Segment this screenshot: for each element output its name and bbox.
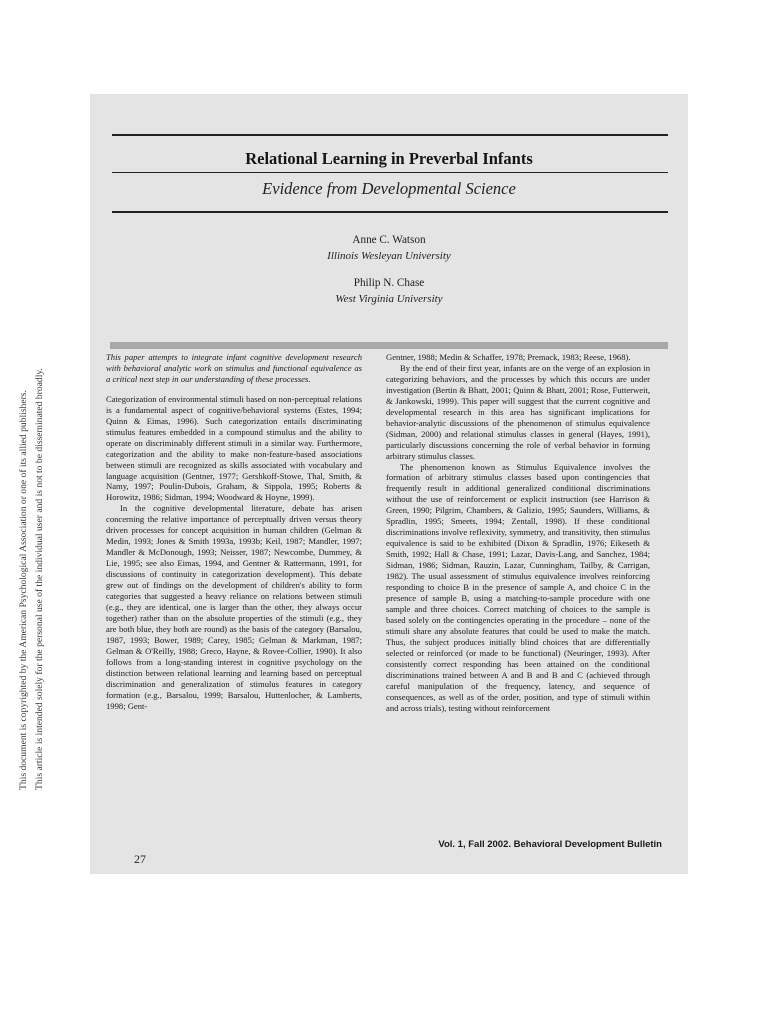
body-paragraph: By the end of their first year, infants are on the verge of an explosion in categorizing behaviors, and the processes by which this occurs are under investigation (Bertin & Bhatt, 2001; Quinn & Bhatt, 2001; Rose, Futterweit, & Jankowski, 1999). This paper will suggest that the current cognitive and developmental research in this area has significant implications for behavior-analytic discussions of the phenomenon of stimulus equivalence (Sidman, 2000) and relational stimulus classes in general (Hayes, 1991), particularly discussions concerning the role of verbal behavior in forming arbitrary stimulus classes. xyxy=(386,362,650,461)
left-column xyxy=(106,352,362,712)
article-title: Relational Learning in Preverbal Infants xyxy=(245,149,533,168)
author-affiliation: Illinois Wesleyan University xyxy=(327,250,451,262)
journal-footer: Vol. 1, Fall 2002. Behavioral Development Bulletin xyxy=(438,839,662,850)
body-paragraph: In the cognitive developmental literature, debate has arisen concerning the relative importance of perceptually driven versus theory driven processes for concept acquisition in human children (Gelman & Medin, 1993; Jones & Smith 1993a, 1993b; Keil, 1987; Mandler, 1997; Mandler & McDonough, 1993; Neisser, 1987; Newcombe, Dummey, & Lie, 1995; see also Eimas, 1994, and Gentner & Rattermann, 1991, for discussions of continuity in categorization development). This debate grew out of findings on the development of children's ability to form categories that suggested a heavy reliance on relations between stimuli (e.g., they are identical, one is larger than the other, they always occur together) rather than on the absolute properties of the stimuli (e.g., they are both blue, they both are round) as the basis of the category (Barsalou, 1987, 1993; Bower, 1989; Carey, 1985; Gelman & Markman, 1987; Gelman & O'Reilly, 1988; Greco, Hayne, & Rovee-Collier, 1990). It also follows from a long-standing interest in cognitive psychology on the distinction between relational learning and learning based on perceptual discrimination and generalization of stimulus features in category formation (e.g., Barsalou, 1999; Barsalou, Huttenlocher, & Lamberts, 1998; Gent- xyxy=(106,503,362,711)
body-paragraph: Gentner, 1988; Medin & Schaffer, 1978; Premack, 1983; Reese, 1968). xyxy=(386,352,631,362)
author-name: Philip N. Chase xyxy=(353,277,425,289)
top-rule xyxy=(112,134,668,136)
author-affiliation: West Virginia University xyxy=(335,293,443,305)
copyright-notice-line-1: This document is copyrighted by the American Psychological Association or one of its allied publishers. xyxy=(18,390,29,790)
copyright-notice xyxy=(14,0,56,1024)
title-rule xyxy=(112,172,668,173)
article-subtitle: Evidence from Developmental Science xyxy=(262,179,516,198)
scanned-page xyxy=(90,94,688,874)
subtitle-rule xyxy=(112,211,668,213)
body-paragraph: Categorization of environmental stimuli based on non-perceptual relations is a fundamental aspect of cognitive/behavioral systems (Estes, 1994; Quinn & Eimas, 1996). Such categorization entails discriminating stimulus features embedded in a compound stimulus and the ability to operate on discriminably different stimuli in a similar way. Furthermore, categorization and the ability to make non-feature-based associations between stimuli are recognized as skills associated with vocabulary and language acquisition (Gentner, 1977; Gershkoff-Stowe, Thal, Smith, & Namy, 1997; Poulin-Dubois, Graham, & Sippola, 1995; Roberts & Horowitz, 1986; Sidman, 1994; Woodward & Hoyne, 1999). xyxy=(106,393,362,503)
page-number: 27 xyxy=(134,852,146,866)
copyright-notice-line-2: This article is intended solely for the personal use of the individual user and is not to be disseminated broadly. xyxy=(34,368,45,790)
right-column xyxy=(386,352,650,713)
header-divider-band xyxy=(110,342,668,349)
body-paragraph: The phenomenon known as Stimulus Equivalence involves the formation of arbitrary stimulus classes based upon contingencies that frequently result in additional generalized conditional discriminations without the use of reinforcement or explicit instruction (see Harrison & Green, 1990; Pilgrim, Chambers, & Galizio, 1995; Saunders, Williams, & Spradlin, 1995; Smeets, 1994; Zentall, 1998). If these conditional discriminations involve reflexivity, symmetry, and transitivity, then stimulus equivalence is said to be exhibited (Dixon & Spradlin, 1976; Eikeseth & Smith, 1992; Hall & Chase, 1991; Lazar, Davis-Lang, and Sanchez, 1984; Sidman, 1986; Sidman, Rauzin, Lazar, Cunningham, Tailby, & Carrigan, 1982). The usual assessment of stimulus equivalence involves reinforcing responding to choice B in the presence of sample A, and choice C in the presence of sample B, using a matching-to-sample procedure with one sample and three choices. Correct matching of choices to the sample is based solely on the contingencies operating in the procedure – none of the stimuli share any absolute features that could be used to make the match. Thus, the subject produces initially blind choices that are differentially selected or reinforced (or made to be functional) (Neuringer, 1993). After consistently correct responding has been attained on the conditional discriminations trained between A and B and B and C (achieved through careful manipulation of the frequency, latency, and sequence of consequences, as well as of the order, position, and type of stimuli within and across trials), testing without reinforcement xyxy=(386,461,650,713)
abstract: This paper attempts to integrate infant cognitive development research with behavioral analytic work on stimulus and functional equivalence as a critical next step in our understanding of these processes. xyxy=(106,352,362,384)
author-name: Anne C. Watson xyxy=(352,234,426,246)
